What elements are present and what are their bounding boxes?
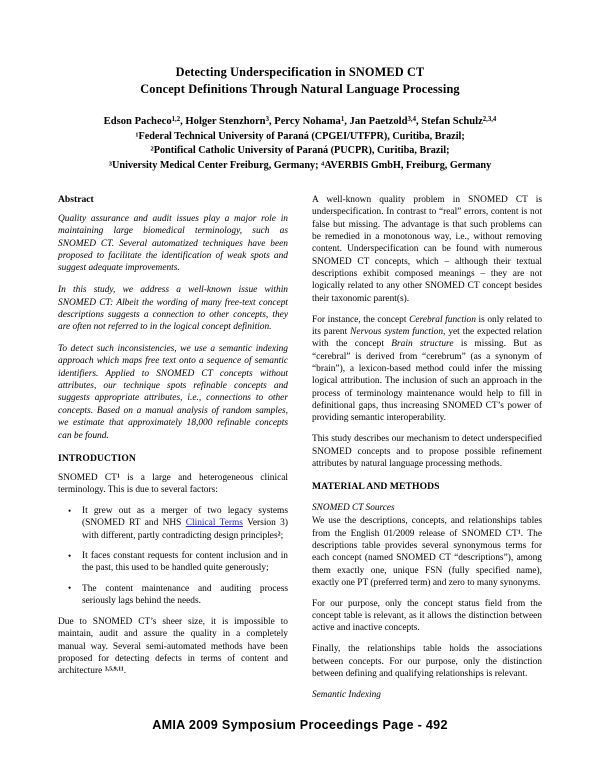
introduction-heading: INTRODUCTION	[58, 452, 136, 464]
clinical-terms-link[interactable]: Clinical Terms	[185, 518, 243, 529]
introduction-lead-paragraph	[58, 472, 288, 497]
bullet-1-post: ;	[280, 530, 284, 541]
bullet-1-pre: It grew out as a merger of two legacy systems (SNOMED RT and NHS	[82, 506, 288, 529]
concept-cerebral-function: Cerebral function	[409, 314, 476, 325]
left-column	[58, 194, 288, 686]
right-paragraph-6: Finally, the relationships table holds the associations between concepts. For our purpose, only the distinction between defining and qualifying relationships is relevant.	[312, 644, 542, 679]
intro-footnote-marker: 1	[116, 473, 120, 480]
page-footer: AMIA 2009 Symposium Proceedings Page - 492	[152, 718, 448, 732]
abstract-heading: Abstract	[58, 194, 94, 205]
title-line-1: Detecting Underspecification in SNOMED CT	[175, 65, 425, 79]
author-1-affil-marker: 1,2	[171, 116, 181, 124]
author-2-name: , Holger Stenzhorn	[180, 116, 266, 127]
affiliation-2-marker: 2	[150, 145, 154, 153]
authors-and-affiliations	[58, 115, 542, 173]
sources-post: . The descriptions table provides several synonymous terms for each concept (named SNOMED CT “descriptions”), among them exactly one, unique FSN (fully specified name), exactly one PT (preferred term) and zero to many synonyms.	[312, 528, 543, 588]
author-1-name: Edson Pacheco	[103, 116, 172, 127]
right-column	[312, 194, 542, 702]
affiliation-2	[58, 144, 542, 159]
abstract-paragraph-1: Quality assurance and audit issues play a major role in maintaining large biomedical terminology, such as SNOMED CT. Several automatized techniques have been proposed to facilitate the identification of weak spots and suggest adequate improvements.	[58, 214, 288, 274]
affiliation-3-text: University Medical Center Freiburg, Germany;	[112, 159, 322, 171]
right-paragraph-5: For our purpose, only the concept status field from the concept table is relevant, as it allows the distinction between active and inactive concepts.	[312, 598, 542, 634]
bullet-3-text: The content maintenance and auditing process seriously lags behind the needs.	[82, 583, 288, 607]
author-4-affil-marker: 3,4	[407, 116, 416, 124]
affiliation-1-text: Federal Technical University of Paraná (CPGEI/UTFPR), Curitiba, Brazil;	[138, 130, 465, 142]
author-3-affil-marker: 1	[340, 116, 345, 124]
affiliation-4-text: AVERBIS GmbH, Freiburg, Germany	[324, 159, 492, 171]
right-paragraph-3: This study describes our mechanism to detect underspecified SNOMED concepts and to propose possible refinement attributes by natural language processing methods.	[312, 434, 542, 469]
closing-pre: Due to SNOMED CT’s sheer size, it is impossible to maintain, audit and assure the quality in a completely manual way. Several semi-automated methods have been proposed for detecting defects in terms of content and architecture	[58, 616, 288, 677]
affiliation-4-marker: 4	[321, 159, 325, 167]
intro-lead-pre: SNOMED CT	[58, 472, 117, 483]
abstract-paragraph-2: In this study, we address a well-known issue within SNOMED CT: Albeit the wording of many free-text concept descriptions suggests a connection to other concepts, they are often not referred to in the logical concept definition.	[58, 285, 288, 333]
paper-title	[58, 64, 542, 98]
author-4-name: , Jan Paetzold	[344, 116, 408, 127]
factors-bullet-list	[58, 505, 288, 607]
concept-nervous-system-function: Nervous system function	[350, 326, 444, 337]
author-list	[58, 115, 542, 130]
list-item	[82, 550, 288, 575]
affiliation-1-marker: 1	[135, 130, 139, 138]
author-5-affil-marker: 2,3,4	[482, 116, 497, 124]
sources-footnote-marker: 1	[517, 529, 521, 536]
sources-paragraph	[312, 515, 542, 589]
para2-part-a: For instance, the concept	[312, 314, 410, 325]
title-line-2: Concept Definitions Through Natural Language Processing	[140, 82, 460, 96]
snomed-ct-sources-subheading: SNOMED CT Sources	[312, 503, 395, 514]
material-and-methods-heading: MATERIAL AND METHODS	[312, 481, 440, 493]
list-item	[82, 505, 288, 542]
affiliation-1	[58, 130, 542, 145]
author-2-affil-marker: 3	[265, 116, 269, 124]
concept-brain-structure: Brain structure	[391, 339, 454, 350]
bullet-2-text: It faces constant requests for content inclusion and in the past, this used to be handled quite generously;	[82, 551, 288, 574]
closing-post: .	[123, 666, 127, 677]
introduction-closing-paragraph	[58, 616, 288, 678]
list-item	[82, 583, 288, 608]
affiliation-2-text: Pontifical Catholic University of Paraná (PUCPR), Curitiba, Brazil;	[153, 145, 450, 156]
para2-part-d: is missing. But as “cerebral” is derived from “cerebrum” (as a synonym of “brain”), a lexicon-based method could infer the missing logical attribution. The inclusion of such an approach in the process of terminology maintenance would help to fill in definitional gaps, thus increasing SNOMED CT’s power of providing semantic interoperability.	[312, 339, 542, 424]
author-3-name: , Percy Nohama	[268, 116, 341, 127]
closing-footnote-markers: 3,5,9,11	[104, 666, 124, 673]
two-column-body	[58, 194, 542, 704]
para2-part-c: , yet the expected relation with the concept	[312, 326, 542, 350]
affiliation-3	[58, 159, 542, 174]
intro-lead-post: is a large and heterogeneous clinical terminology. This is due to several factors:	[58, 472, 288, 496]
affiliation-3-marker: 3	[108, 159, 113, 167]
right-paragraph-2	[312, 314, 542, 425]
abstract-paragraph-3: To detect such inconsistencies, we use a semantic indexing approach which maps free text onto a sequence of semantic identifiers. Applied to SNOMED CT concepts without attributes, our technique spots refinable concepts and suggests appropriate attributes, i.e., connections to other concepts. Based on a manual analysis of random samples, we estimate that approximately 18,000 refinable concepts can be found.	[58, 344, 288, 441]
author-5-name: , Stefan Schulz	[415, 116, 483, 127]
semantic-indexing-subheading: Semantic Indexing	[312, 690, 381, 701]
bullet-1-mid: Version 3) with different, partly contradicting design principles	[82, 518, 288, 541]
para2-part-b: is only related to its parent	[312, 314, 543, 337]
bullet-1-footnote-marker: 2	[277, 531, 281, 538]
sources-pre: We use the descriptions, concepts, and relationships tables from the English 01/2009 release of SNOMED CT	[312, 516, 542, 539]
right-paragraph-1: A well-known quality problem in SNOMED CT is underspecification. In contrast to “real” errors, content is not false but missing. The advantage is that such problems can be remedied in a monotonous way, i.e., without removing content. Underspecification can be found with numerous SNOMED CT concepts, which – although their textual descriptions exhibit composed meanings – they are not logically related to any other SNOMED CT concept besides their taxonomic parent(s).	[312, 195, 542, 304]
